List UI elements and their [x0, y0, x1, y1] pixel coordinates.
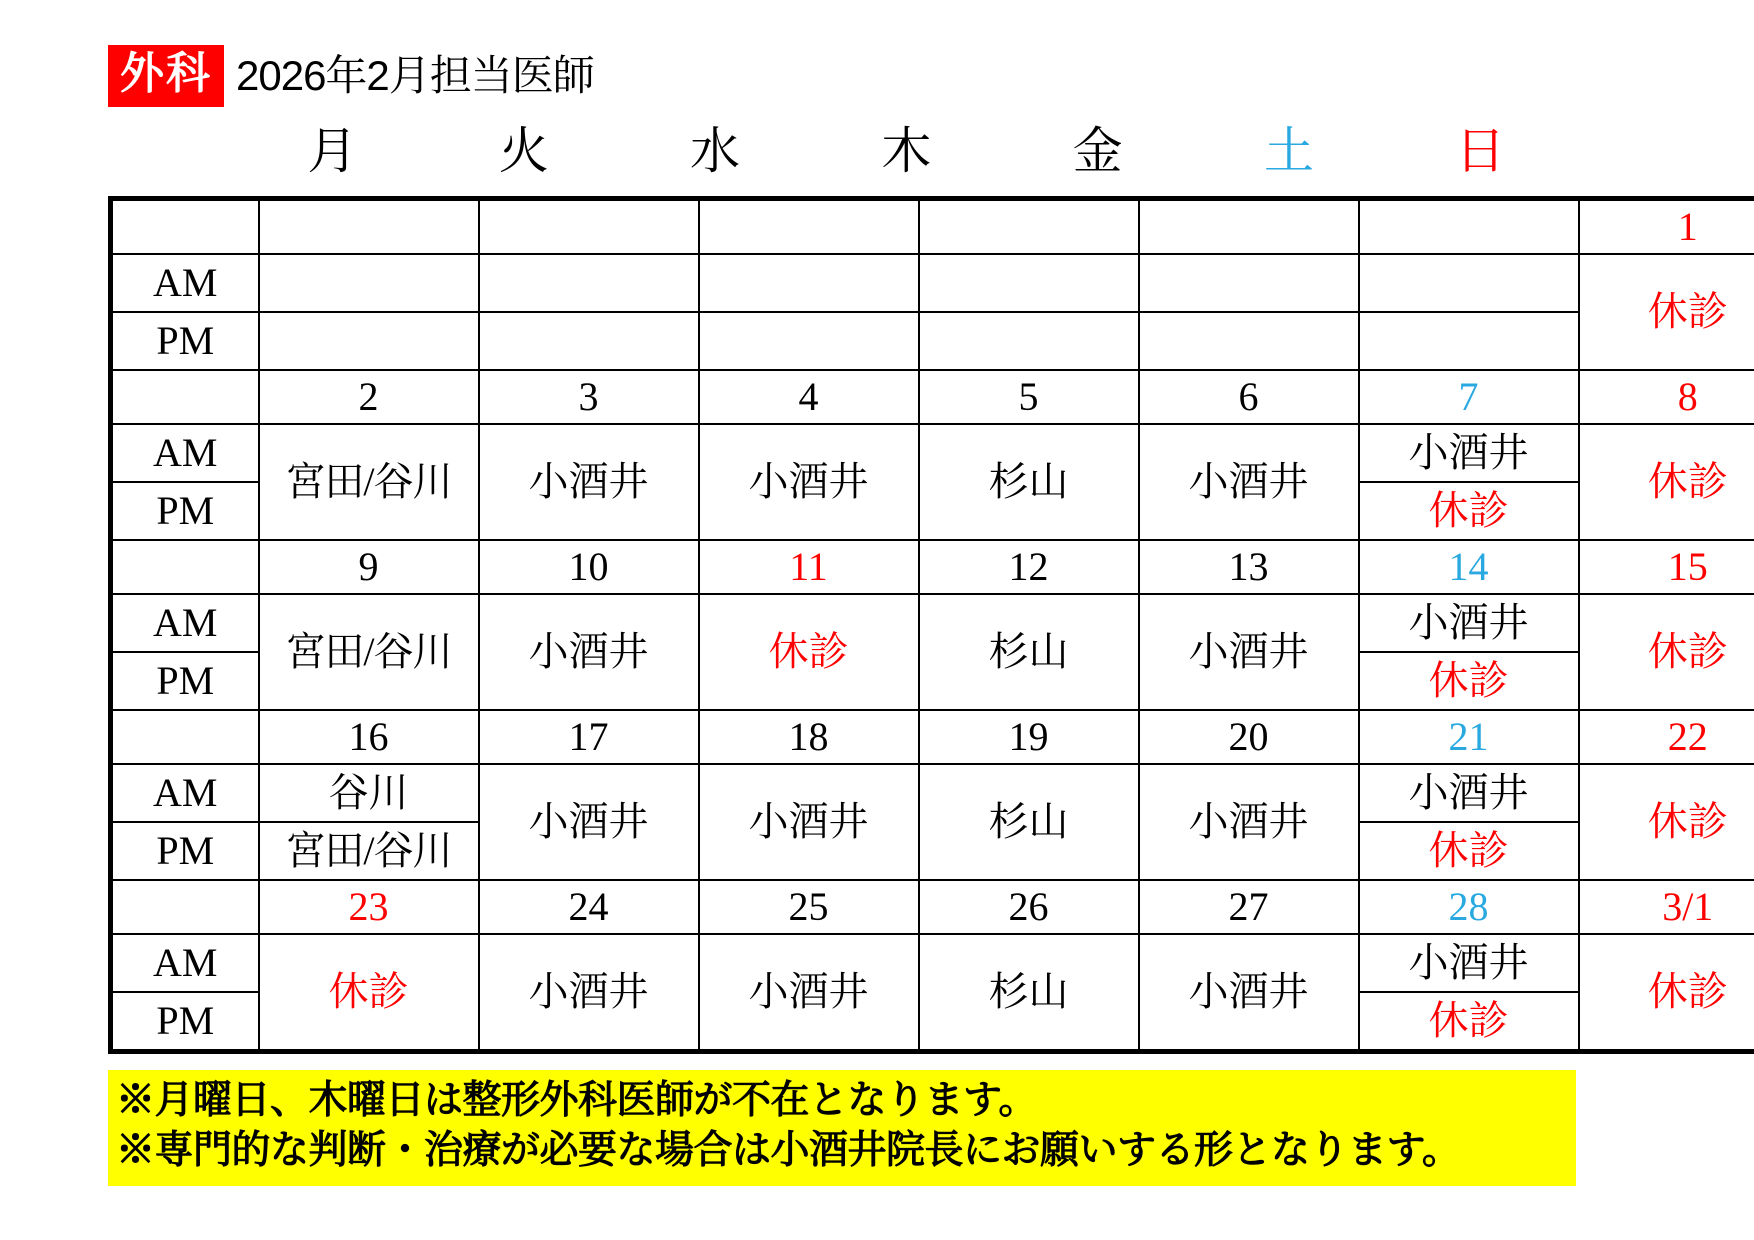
week2-date-tue: 3: [479, 370, 699, 424]
table-row: [111, 594, 1754, 652]
week2-pm-label: PM: [111, 482, 259, 540]
week4-date-wed: 18: [699, 710, 919, 764]
week5-mon-session: 休診: [259, 934, 479, 1052]
weekday-sat: 土: [1264, 123, 1314, 179]
week4-sun-session: 休診: [1579, 764, 1754, 880]
week3-date-sat: 14: [1359, 540, 1579, 594]
week5-date-tue: 24: [479, 880, 699, 934]
week5-tue-session: 小酒井: [479, 934, 699, 1052]
table-row: [111, 254, 1754, 312]
department-badge: 外科: [108, 45, 224, 107]
week3-date-sun: 15: [1579, 540, 1754, 594]
page-title: 2026年2月担当医師: [236, 52, 594, 99]
week1-am-label: AM: [111, 254, 259, 312]
week4-label-cell: [111, 710, 259, 764]
week4-date-mon: 16: [259, 710, 479, 764]
weekday-sun: 日: [1455, 123, 1506, 179]
weekday-header-row: [108, 122, 1576, 180]
week3-wed-session: 休診: [699, 594, 919, 710]
week4-pm-label: PM: [111, 822, 259, 880]
week1-am-wed: [699, 254, 919, 312]
week2-sun-session: 休診: [1579, 424, 1754, 540]
week3-am-label: AM: [111, 594, 259, 652]
week2-date-fri: 6: [1139, 370, 1359, 424]
week1-label-cell: [111, 199, 259, 255]
week3-pm-label: PM: [111, 652, 259, 710]
week3-date-fri: 13: [1139, 540, 1359, 594]
week1-pm-wed: [699, 312, 919, 370]
week5-date-sat: 28: [1359, 880, 1579, 934]
week1-pm-mon: [259, 312, 479, 370]
table-row: [111, 764, 1754, 822]
week1-pm-thu: [919, 312, 1139, 370]
week5-pm-label: PM: [111, 992, 259, 1052]
table-row: [111, 934, 1754, 992]
week1-sun-session: 休診: [1579, 254, 1754, 370]
week2-tue-session: 小酒井: [479, 424, 699, 540]
weekday-fri: 金: [1072, 123, 1123, 179]
week5-am-sat: 小酒井: [1359, 934, 1579, 992]
week2-date-sun: 8: [1579, 370, 1754, 424]
week5-fri-session: 小酒井: [1139, 934, 1359, 1052]
week3-date-wed: 11: [699, 540, 919, 594]
week4-wed-session: 小酒井: [699, 764, 919, 880]
week4-pm-sat: 休診: [1359, 822, 1579, 880]
week2-wed-session: 小酒井: [699, 424, 919, 540]
week4-pm-mon: 宮田/谷川: [259, 822, 479, 880]
table-row: [111, 370, 1754, 424]
week4-thu-session: 杉山: [919, 764, 1139, 880]
week3-am-sat: 小酒井: [1359, 594, 1579, 652]
week5-date-mon: 23: [259, 880, 479, 934]
week2-date-sat: 7: [1359, 370, 1579, 424]
weekday-mon: 月: [307, 123, 358, 179]
week1-date-mon: [259, 199, 479, 255]
week4-am-sat: 小酒井: [1359, 764, 1579, 822]
week5-am-label: AM: [111, 934, 259, 992]
table-row: [111, 540, 1754, 594]
weekday-thu: 木: [881, 123, 932, 179]
week1-am-mon: [259, 254, 479, 312]
schedule-table: [108, 196, 1754, 1054]
week2-mon-session: 宮田/谷川: [259, 424, 479, 540]
week2-date-mon: 2: [259, 370, 479, 424]
week5-thu-session: 杉山: [919, 934, 1139, 1052]
week3-date-tue: 10: [479, 540, 699, 594]
week2-fri-session: 小酒井: [1139, 424, 1359, 540]
week5-date-wed: 25: [699, 880, 919, 934]
table-row: [111, 199, 1754, 255]
week1-date-sat: [1359, 199, 1579, 255]
week4-date-thu: 19: [919, 710, 1139, 764]
week4-date-tue: 17: [479, 710, 699, 764]
week5-wed-session: 小酒井: [699, 934, 919, 1052]
week5-date-sun: 3/1: [1579, 880, 1754, 934]
week3-mon-session: 宮田/谷川: [259, 594, 479, 710]
weekday-tue: 火: [498, 123, 549, 179]
table-row: [111, 710, 1754, 764]
week3-fri-session: 小酒井: [1139, 594, 1359, 710]
week1-pm-sat: [1359, 312, 1579, 370]
table-row: [111, 424, 1754, 482]
note-line-2: ※専門的な判断・治療が必要な場合は小酒井院長にお願いする形となります。: [116, 1129, 1461, 1172]
week2-date-thu: 5: [919, 370, 1139, 424]
week3-date-mon: 9: [259, 540, 479, 594]
note-line-1: ※月曜日、木曜日は整形外科医師が不在となります。: [116, 1079, 1037, 1122]
week5-date-fri: 27: [1139, 880, 1359, 934]
weekday-spacer: [108, 122, 237, 180]
table-row: [111, 312, 1754, 370]
page-header: [108, 45, 594, 107]
week4-am-mon: 谷川: [259, 764, 479, 822]
table-row: [111, 880, 1754, 934]
week3-pm-sat: 休診: [1359, 652, 1579, 710]
week1-pm-label: PM: [111, 312, 259, 370]
week2-date-wed: 4: [699, 370, 919, 424]
week4-date-sun: 22: [1579, 710, 1754, 764]
week1-pm-fri: [1139, 312, 1359, 370]
week1-am-tue: [479, 254, 699, 312]
week4-tue-session: 小酒井: [479, 764, 699, 880]
week2-am-label: AM: [111, 424, 259, 482]
week5-sun-session: 休診: [1579, 934, 1754, 1052]
week3-label-cell: [111, 540, 259, 594]
week2-label-cell: [111, 370, 259, 424]
week1-am-sat: [1359, 254, 1579, 312]
week3-sun-session: 休診: [1579, 594, 1754, 710]
week2-pm-sat: 休診: [1359, 482, 1579, 540]
weekday-wed: 水: [690, 123, 741, 179]
week2-thu-session: 杉山: [919, 424, 1139, 540]
week1-date-wed: [699, 199, 919, 255]
week5-label-cell: [111, 880, 259, 934]
week1-date-thu: [919, 199, 1139, 255]
week1-date-fri: [1139, 199, 1359, 255]
week2-am-sat: 小酒井: [1359, 424, 1579, 482]
week4-date-sat: 21: [1359, 710, 1579, 764]
week4-am-label: AM: [111, 764, 259, 822]
week5-date-thu: 26: [919, 880, 1139, 934]
week4-fri-session: 小酒井: [1139, 764, 1359, 880]
week1-date-sun: 1: [1579, 199, 1754, 255]
week3-date-thu: 12: [919, 540, 1139, 594]
week1-am-fri: [1139, 254, 1359, 312]
week1-pm-tue: [479, 312, 699, 370]
week3-thu-session: 杉山: [919, 594, 1139, 710]
week1-date-tue: [479, 199, 699, 255]
notes-block: [108, 1070, 1576, 1186]
week5-pm-sat: 休診: [1359, 992, 1579, 1052]
week1-am-thu: [919, 254, 1139, 312]
week3-tue-session: 小酒井: [479, 594, 699, 710]
week4-date-fri: 20: [1139, 710, 1359, 764]
